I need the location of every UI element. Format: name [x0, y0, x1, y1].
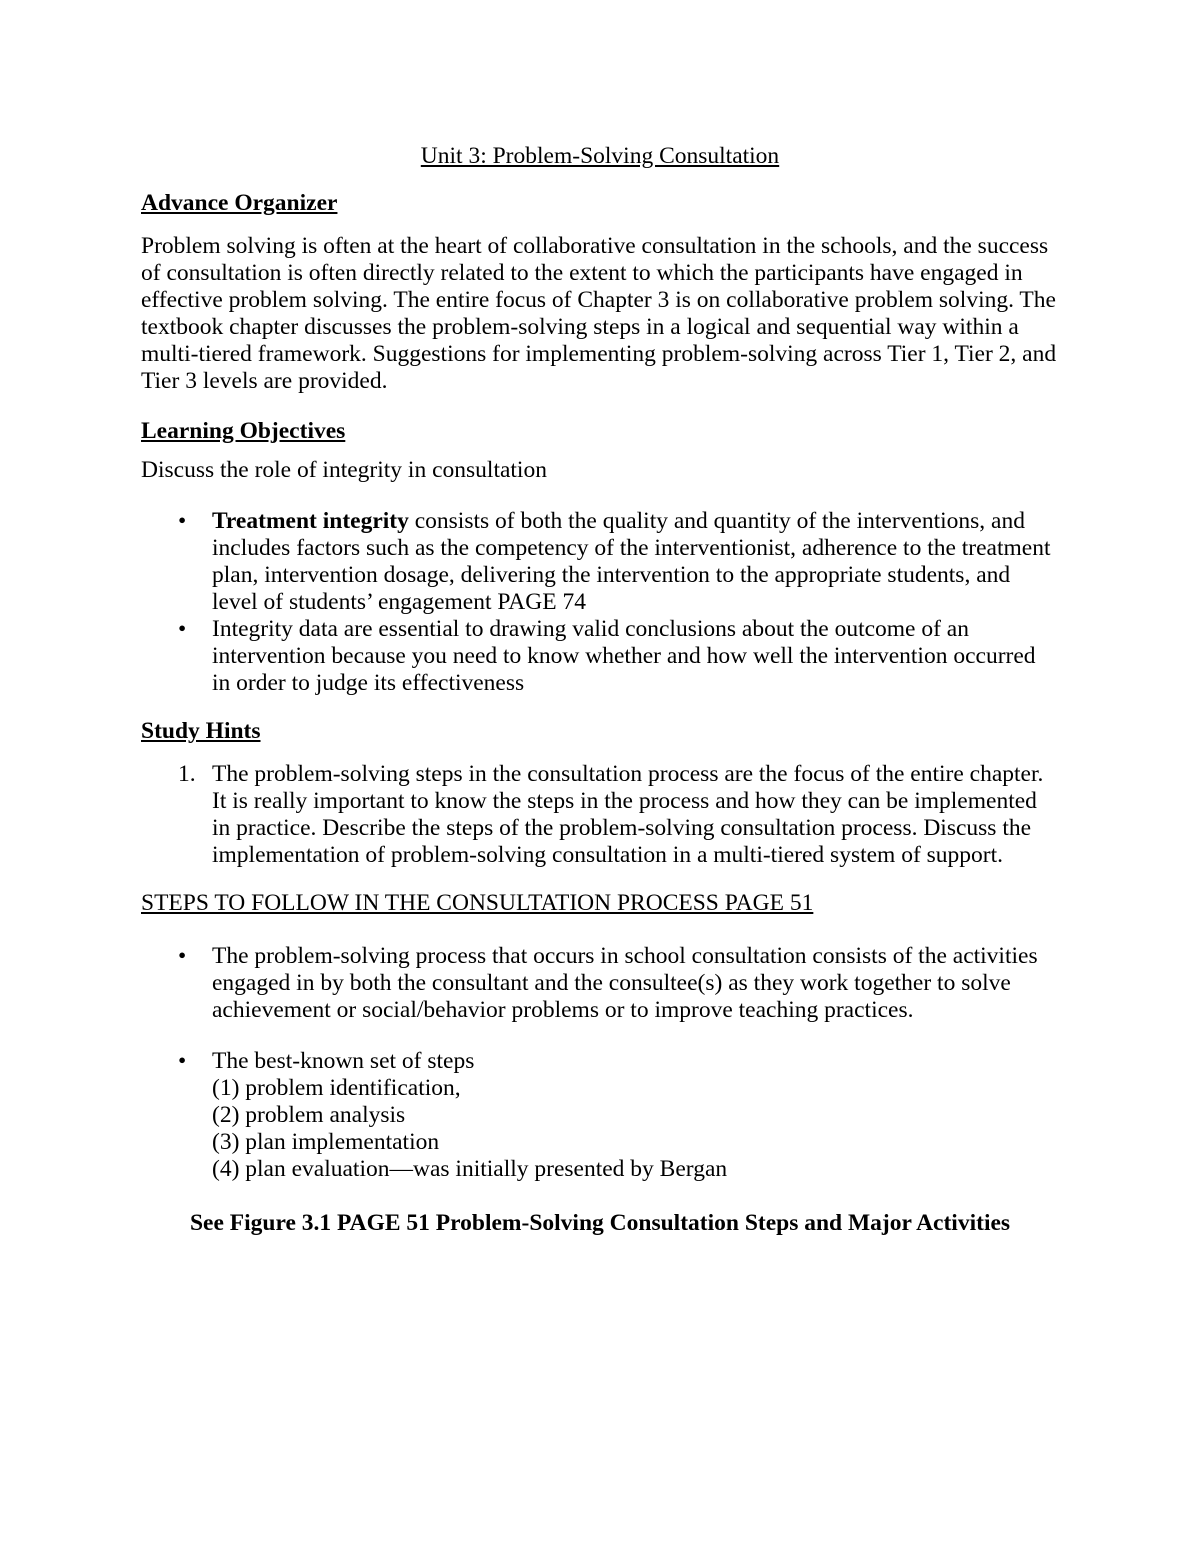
paragraph-advance-organizer: Problem solving is often at the heart of collaborative consultation in the schools, and the success of consultation is often directly related to the extent to which the participants have engaged in effective problem solving. The entire focus of Chapter 3 is on collaborative problem solving. The textbook chapter discusses the problem-solving steps in a logical and sequential way within a multi-tiered framework. Suggestions for implementing problem-solving across Tier 1, Tier 2, and Tier 3 levels are provided. — [141, 233, 1057, 394]
section-heading-advance-organizer: Advance Organizer — [141, 190, 338, 216]
bullet-marker: • — [178, 508, 187, 534]
list-item — [141, 508, 1059, 616]
bullet-list-learning-objectives — [141, 508, 1059, 697]
figure-note: See Figure 3.1 PAGE 51 Problem-Solving Consultation Steps and Major Activities — [189, 1210, 1011, 1236]
page-title: Unit 3: Problem-Solving Consultation — [420, 143, 780, 169]
text-run: consists of both the quality and quantity of the interventions, and includes factors such as the competency of the interventionist, adherence to the treatment plan, intervention dosage, delivering the intervention to the appropriate students, and level of students’ engagement PAGE 74 — [212, 508, 1051, 615]
text-run: Integrity data are essential to drawing valid conclusions about the outcome of an intervention because you need to know whether and how well the intervention occurred in order to judge its effectiveness — [212, 616, 1036, 696]
list-item — [141, 616, 1059, 697]
list-item-text — [212, 616, 1059, 697]
bullet-marker: • — [178, 1048, 187, 1074]
list-item — [141, 761, 1059, 869]
bullet-marker: • — [178, 616, 187, 642]
bullet-list-steps — [141, 943, 1059, 1183]
list-item-text: The problem-solving steps in the consultation process are the focus of the entire chapter. It is really important to know the steps in the process and how they can be implemented in practice. Describe the steps of the problem-solving consultation process. Discuss the implementation of problem-solving consultation in a multi-tiered system of support. — [212, 761, 1044, 868]
step-line: (2) problem analysis — [212, 1102, 406, 1128]
steps-lead-line: The best-known set of steps — [212, 1048, 475, 1074]
learning-objectives-intro: Discuss the role of integrity in consultation — [141, 457, 547, 483]
section-heading-study-hints: Study Hints — [141, 718, 261, 744]
list-item-text — [212, 508, 1059, 616]
step-line: (1) problem identification, — [212, 1075, 461, 1101]
step-line: (4) plan evaluation—was initially presented by Bergan — [212, 1156, 728, 1182]
number-marker: 1. — [178, 761, 196, 787]
bold-run: Treatment integrity — [212, 508, 409, 534]
section-heading-steps: STEPS TO FOLLOW IN THE CONSULTATION PROCESS PAGE 51 — [141, 890, 814, 916]
bullet-marker: • — [178, 943, 187, 969]
step-line: (3) plan implementation — [212, 1129, 440, 1155]
section-heading-learning-objectives: Learning Objectives — [141, 418, 346, 444]
numbered-list-study-hints — [141, 761, 1059, 869]
list-item — [141, 943, 1059, 1024]
list-item-text: The problem-solving process that occurs in school consultation consists of the activities engaged in by both the consultant and the consultee(s) as they work together to solve achievement or social/behavior problems or to improve teaching practices. — [212, 943, 1038, 1023]
list-item — [141, 1048, 1059, 1183]
list-item-text — [212, 1048, 1059, 1183]
